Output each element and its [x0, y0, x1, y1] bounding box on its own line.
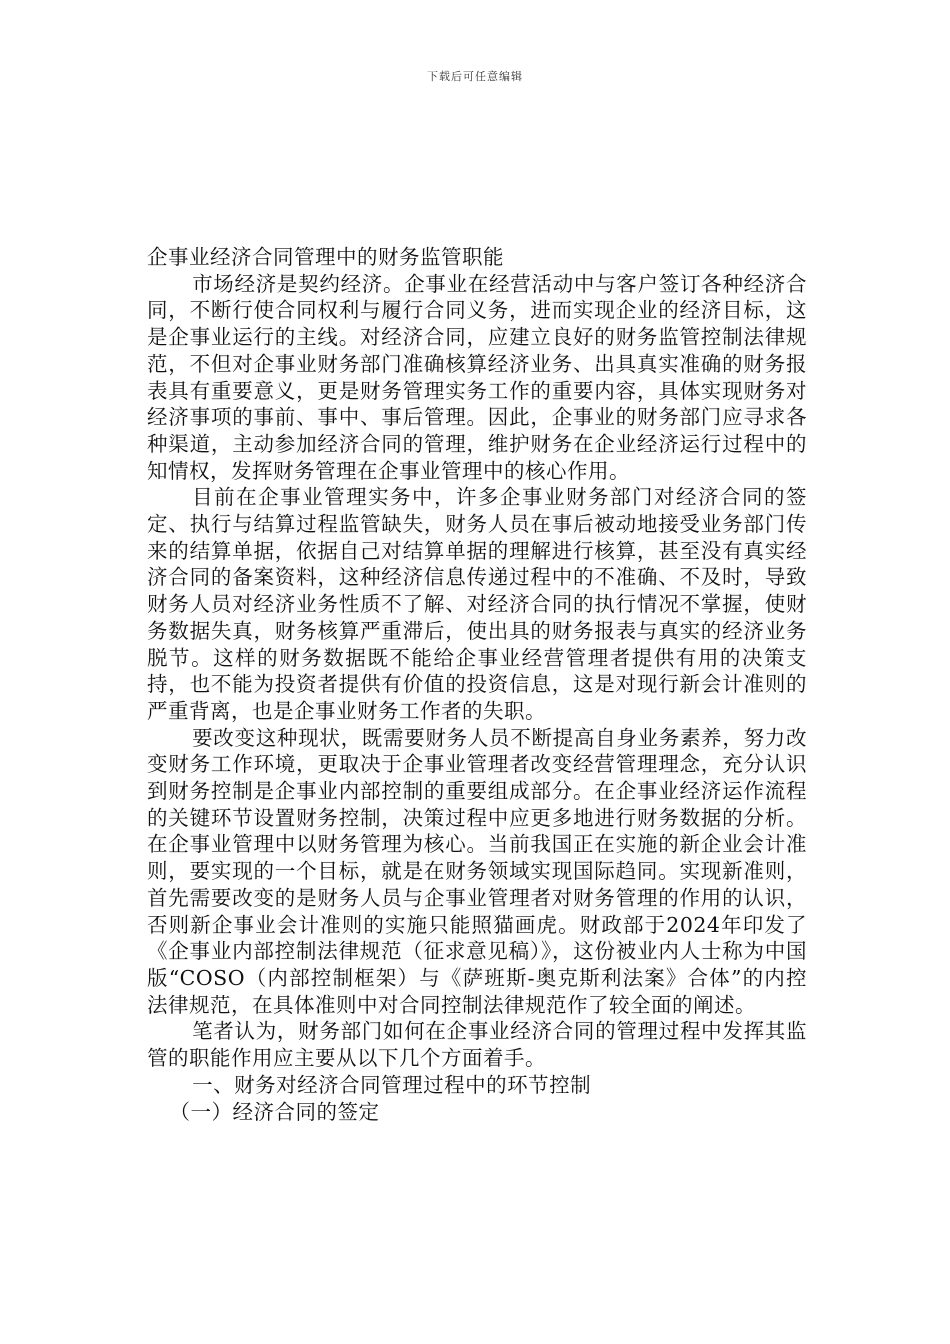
document-body	[147, 244, 807, 1125]
paragraph-2: 目前在企事业管理实务中，许多企事业财务部门对经济合同的签定、执行与结算过程监管缺失，财务人员在事后被动地接受业务部门传来的结算单据，依据自己对结算单据的理解进行核算，甚至没有真实经济合同的备案资料，这种经济信息传递过程中的不准确、不及时，导致财务人员对经济业务性质不了解、对经济合同的执行情况不掌握，使财务数据失真，财务核算严重滞后，使出具的财务报表与真实的经济业务脱节。这样的财务数据既不能给企事业经营管理者提供有用的决策支持，也不能为投资者提供有价值的投资信息，这是对现行新会计准则的严重背离，也是企事业财务工作者的失职。	[147, 485, 807, 723]
page-header-note: 下载后可任意编辑	[427, 70, 523, 83]
section-heading: 一、财务对经济合同管理过程中的环节控制	[192, 1072, 592, 1097]
paragraph-1: 市场经济是契约经济。企事业在经营活动中与客户签订各种经济合同，不断行使合同权利与履行合同义务，进而实现企业的经济目标，这是企事业运行的主线。对经济合同，应建立良好的财务监管控制法律规范，不但对企事业财务部门准确核算经济业务、出具真实准确的财务报表具有重要意义，更是财务管理实务工作的重要内容，具体实现财务对经济事项的事前、事中、事后管理。因此，企事业的财务部门应寻求各种渠道，主动参加经济合同的管理，维护财务在企业经济运行过程中的知情权，发挥财务管理在企事业管理中的核心作用。	[147, 271, 807, 483]
paragraph-4: 笔者认为，财务部门如何在企事业经济合同的管理过程中发挥其监管的职能作用应主要从以下几个方面着手。	[147, 1019, 807, 1071]
document-title: 企事业经济合同管理中的财务监管职能	[147, 245, 504, 269]
subsection-heading: （一）经济合同的签定	[169, 1099, 380, 1124]
paragraph-3: 要改变这种现状，既需要财务人员不断提高自身业务素养，努力改变财务工作环境，更取决于企事业管理者改变经营管理理念，充分认识到财务控制是企事业内部控制的重要组成部分。在企事业经济运作流程的关键环节设置财务控制，决策过程中应更多地进行财务数据的分析。在企事业管理中以财务管理为核心。当前我国正在实施的新企业会计准则，要实现的一个目标，就是在财务领域实现国际趋同。实现新准则，首先需要改变的是财务人员与企事业管理者对财务管理的作用的认识，否则新企事业会计准则的实施只能照猫画虎。财政部于2024年印发了《企事业内部控制法律规范（征求意见稿）》，这份被业内人士称为中国版“COSO（内部控制框架）与《萨班斯-奥克斯利法案》合体”的内控法律规范，在具体准则中对合同控制法律规范作了较全面的阐述。	[147, 725, 807, 1017]
